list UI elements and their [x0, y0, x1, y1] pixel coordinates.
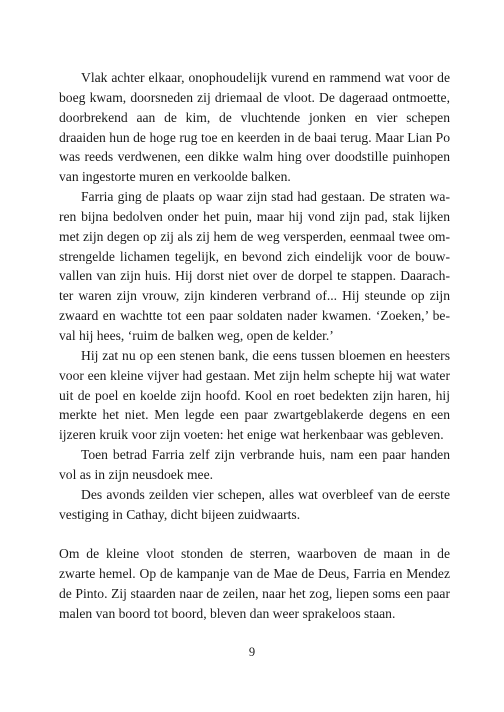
paragraph-2: Farria ging de plaats op waar zijn stad had gestaan. De straten waren bijna bedolven onder het puin, maar hij vond zijn pad, stak lijken met zijn degen op zij als zij hem de weg versperden, eenmaal twee omstrengelde lichamen tegelijk, en bevond zich eindelijk voor de bouwvallen van zijn huis. Hij dorst niet over de dorpel te stappen. Daarachter waren zijn vrouw, zijn kinderen verbrand of... Hij steunde op zijn zwaard en wachtte tot een paar soldaten nader kwamen. ‘Zoeken,’ beval hij hees, ‘ruim de balken weg, open de kelder.’ — [59, 189, 450, 343]
section-break — [59, 524, 450, 544]
paragraph-5: Des avonds zeilden vier schepen, alles wat overbleef van de eerste vestiging in Cathay, dicht bijeen zuidwaarts. — [59, 486, 450, 522]
page-body — [59, 68, 450, 624]
paragraph-1: Vlak achter elkaar, onophoudelijk vurend en rammend wat voor de boeg kwam, doorsneden zij driemaal de vloot. De dageraad ontmoette, doorbrekend aan de kim, de vluchtende jonken en vier schepen draaiden hun de hoge rug toe en keerden in de baai terug. Maar Lian Po was reeds verdwenen, een dikke walm hing over doodstille puinhopen van ingestorte muren en verkoolde balken. — [59, 70, 450, 185]
paragraph-6: Om de kleine vloot stonden de sterren, waarboven de maan in de zwarte hemel. Op de kampanje van de Mae de Deus, Farria en Mendez de Pinto. Zij staarden naar de zeilen, naar het zog, liepen soms een paar malen van boord tot boord, bleven dan weer sprakeloos staan. — [59, 546, 450, 621]
paragraph-4: Toen betrad Farria zelf zijn verbrande huis, nam een paar handen vol as in zijn neusdoek mee. — [59, 447, 450, 482]
paragraph-3: Hij zat nu op een stenen bank, die eens tussen bloemen en heesters voor een kleine vijver had gestaan. Met zijn helm schepte hij wat water uit de poel en koelde zijn hoofd. Kool en roet bedekten zijn haren, hij merkte het niet. Men legde een paar zwartgeblakerde degens en een ijzeren kruik voor zijn voeten: het enige wat herkenbaar was gebleven. — [59, 347, 450, 443]
page-number: 9 — [248, 645, 256, 659]
